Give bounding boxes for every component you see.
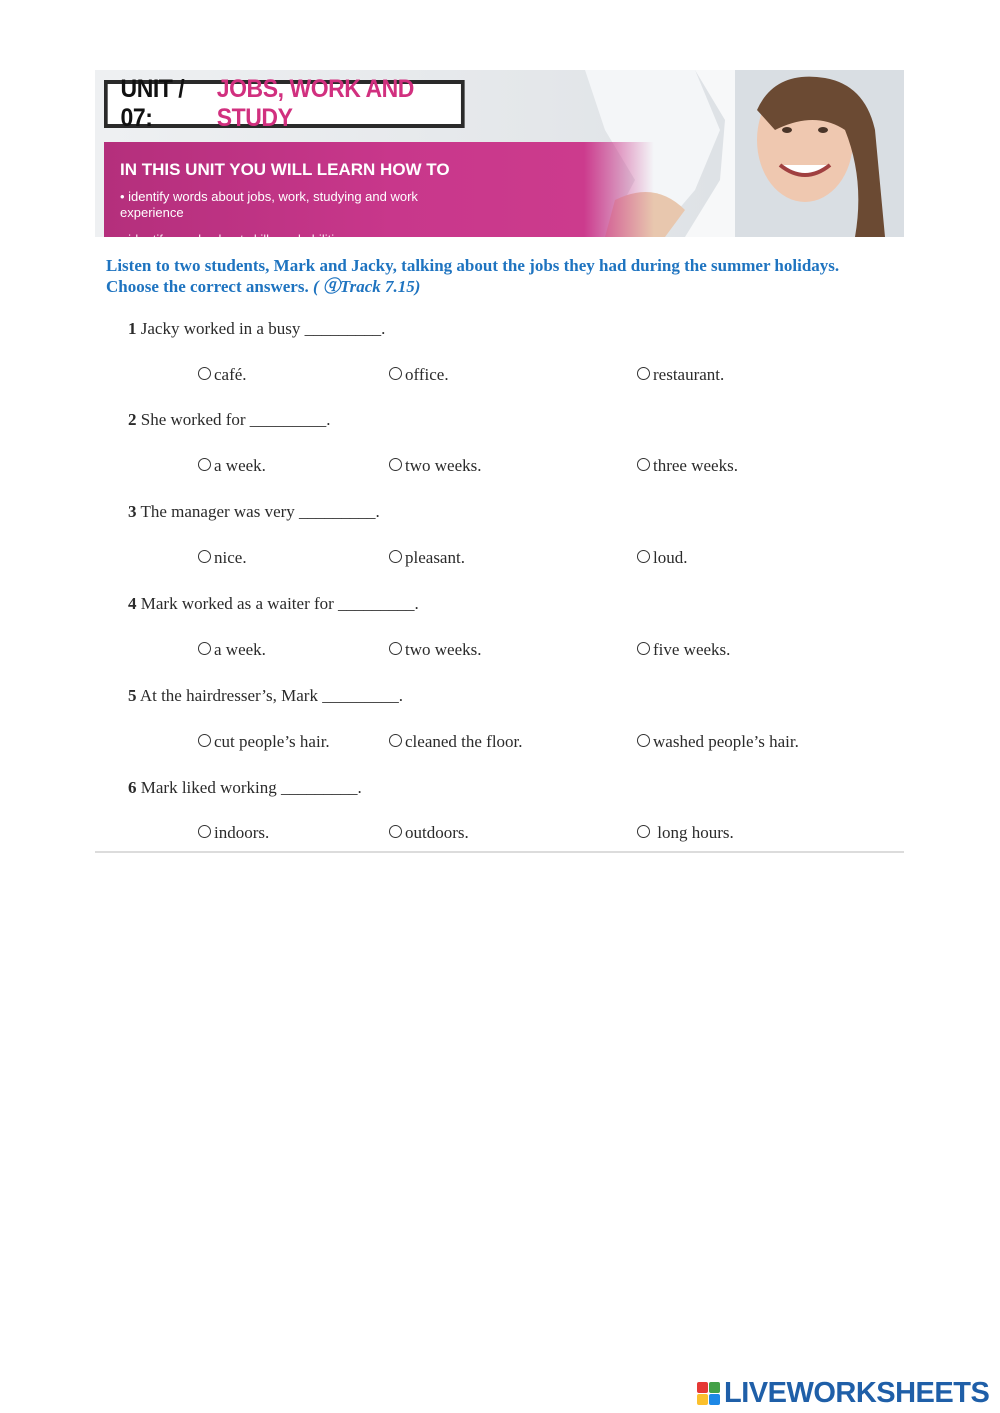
option-label: washed people’s hair. [653,732,799,751]
radio-circle-icon[interactable] [198,825,211,838]
question-6 [128,778,362,798]
option-radio[interactable] [637,732,799,752]
question-text: Mark liked working _________. [140,778,362,797]
option-label: a week. [214,640,266,659]
unit-title-box [104,75,465,132]
logo-square [709,1382,720,1393]
radio-circle-icon[interactable] [637,367,650,380]
option-label: two weeks. [405,456,482,475]
learning-heading: IN THIS UNIT YOU WILL LEARN HOW TO [120,160,450,179]
question-text: Mark worked as a waiter for _________. [140,594,419,613]
option-radio[interactable] [389,548,465,568]
question-2 [128,410,331,430]
radio-circle-icon[interactable] [637,734,650,747]
question-4 [128,594,419,614]
unit-banner [95,70,904,247]
question-1 [128,319,385,339]
radio-circle-icon[interactable] [637,825,650,838]
option-radio[interactable] [198,548,247,568]
audio-track-label: ( ⓠTrack 7.15) [312,277,421,296]
radio-circle-icon[interactable] [389,550,402,563]
radio-circle-icon[interactable] [637,458,650,471]
radio-circle-icon[interactable] [198,367,211,380]
question-number: 1 [128,319,137,338]
option-label: cleaned the floor. [405,732,523,751]
option-radio[interactable] [389,732,523,752]
option-radio[interactable] [389,823,469,843]
radio-circle-icon[interactable] [198,550,211,563]
option-label: three weeks. [653,456,738,475]
option-radio[interactable] [637,456,738,476]
radio-circle-icon[interactable] [389,367,402,380]
option-radio[interactable] [389,456,481,476]
panel-fade [584,142,654,237]
option-label: office. [405,365,449,384]
liveworksheets-logo [697,1377,989,1409]
radio-circle-icon[interactable] [198,458,211,471]
question-text: At the hairdresser’s, Mark _________. [139,686,403,705]
option-label: loud. [653,548,688,567]
question-number: 3 [128,502,137,521]
option-label: pleasant. [405,548,465,567]
question-number: 4 [128,594,137,613]
option-radio[interactable] [198,640,266,660]
option-label: five weeks. [653,640,731,659]
logo-square [697,1394,708,1405]
option-radio[interactable] [637,548,687,568]
radio-circle-icon[interactable] [389,642,402,655]
option-radio[interactable] [389,365,449,385]
option-label: two weeks. [405,640,482,659]
learning-item: • identify words about skills and abilities [120,232,348,247]
logo-mark-icon [697,1382,720,1405]
option-label: long hours. [653,823,734,842]
logo-square [709,1394,720,1405]
option-radio[interactable] [198,823,269,843]
learning-item: • identify words about jobs, work, studying and work experience [120,189,418,220]
option-label: indoors. [214,823,270,842]
question-5 [128,686,403,706]
learning-objectives-panel [104,142,584,247]
radio-circle-icon[interactable] [198,642,211,655]
option-label: outdoors. [405,823,469,842]
smiling-woman-image [735,70,904,237]
option-radio[interactable] [637,640,730,660]
radio-circle-icon[interactable] [637,550,650,563]
option-radio[interactable] [389,640,481,660]
option-label: restaurant. [653,365,725,384]
logo-square [697,1382,708,1393]
option-radio[interactable] [198,732,330,752]
unit-title: JOBS, WORK AND STUDY [216,75,414,132]
option-label: café. [214,365,247,384]
radio-circle-icon[interactable] [389,825,402,838]
radio-circle-icon[interactable] [389,734,402,747]
radio-circle-icon[interactable] [637,642,650,655]
option-label: nice. [214,548,247,567]
question-number: 6 [128,778,137,797]
option-radio[interactable] [198,365,247,385]
question-3 [128,502,380,522]
question-text: She worked for _________. [140,410,331,429]
option-radio[interactable] [637,365,724,385]
question-text: The manager was very _________. [140,502,380,521]
option-label: cut people’s hair. [214,732,330,751]
exercise-instructions [106,255,896,297]
instructions-text: Listen to two students, Mark and Jacky, talking about the jobs they had during the summer holidays. Choose the correct answers. [106,256,840,296]
option-label: a week. [214,456,266,475]
question-number: 5 [128,686,137,705]
radio-circle-icon[interactable] [389,458,402,471]
question-text: Jacky worked in a busy _________. [140,319,386,338]
unit-label: UNIT / 07: [120,75,185,132]
radio-circle-icon[interactable] [198,734,211,747]
question-number: 2 [128,410,137,429]
option-radio[interactable] [198,456,266,476]
divider [95,851,904,853]
option-radio[interactable] [637,823,734,843]
logo-text: LIVEWORKSHEETS [724,1376,990,1409]
